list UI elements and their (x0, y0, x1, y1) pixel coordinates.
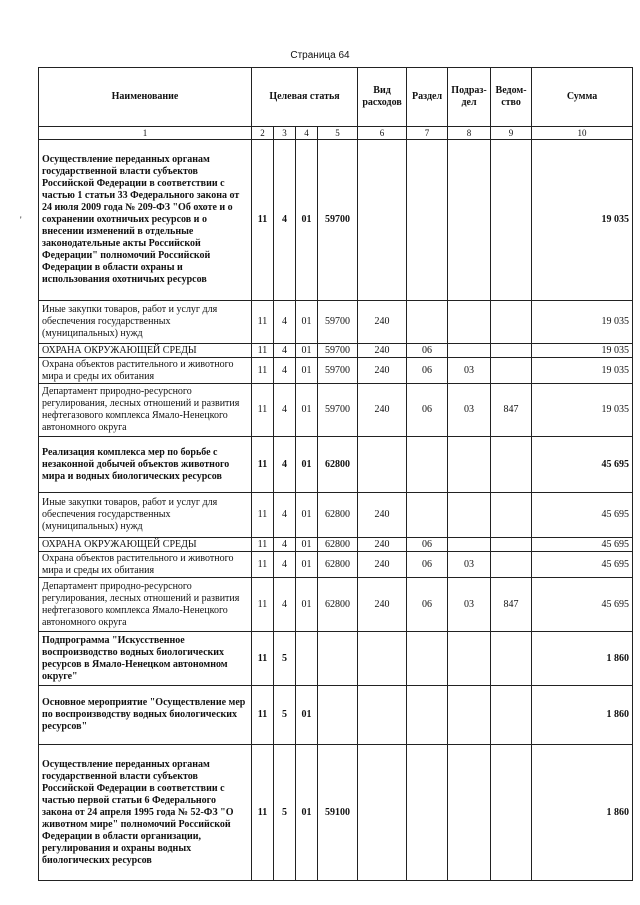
cell-target-4: 59700 (318, 384, 358, 437)
cell-target-4: 59700 (318, 344, 358, 358)
cell-department (491, 140, 532, 301)
cell-department (491, 686, 532, 745)
cell-expense-type: 240 (358, 538, 407, 552)
cell-target-4: 62800 (318, 578, 358, 632)
cell-target-2: 5 (274, 632, 296, 686)
cell-target-3: 01 (296, 578, 318, 632)
table-row (39, 552, 633, 578)
header-department: Ведом-ство (491, 68, 532, 127)
cell-target-3: 01 (296, 344, 318, 358)
column-number: 4 (296, 127, 318, 140)
column-number: 6 (358, 127, 407, 140)
cell-target-2: 4 (274, 437, 296, 493)
cell-target-1: 11 (252, 538, 274, 552)
cell-expense-type (358, 745, 407, 881)
header-subsection: Подраз-дел (448, 68, 491, 127)
cell-target-3: 01 (296, 358, 318, 384)
column-number: 3 (274, 127, 296, 140)
table-row (39, 632, 633, 686)
cell-target-4: 59700 (318, 301, 358, 344)
cell-amount: 19 035 (532, 301, 633, 344)
cell-target-1: 11 (252, 140, 274, 301)
cell-target-3: 01 (296, 538, 318, 552)
cell-subsection: 03 (448, 358, 491, 384)
table-row (39, 578, 633, 632)
cell-section (407, 301, 448, 344)
cell-target-4: 62800 (318, 437, 358, 493)
cell-target-4: 59700 (318, 140, 358, 301)
cell-target-2: 4 (274, 538, 296, 552)
cell-target-1: 11 (252, 344, 274, 358)
cell-subsection: 03 (448, 552, 491, 578)
cell-section (407, 140, 448, 301)
cell-subsection (448, 344, 491, 358)
cell-target-2: 4 (274, 301, 296, 344)
cell-amount: 45 695 (532, 538, 633, 552)
cell-target-4: 62800 (318, 493, 358, 538)
cell-target-2: 4 (274, 493, 296, 538)
cell-expense-type: 240 (358, 578, 407, 632)
cell-section (407, 437, 448, 493)
column-number: 2 (252, 127, 274, 140)
cell-expense-type: 240 (358, 358, 407, 384)
cell-target-2: 4 (274, 358, 296, 384)
row-name: Осуществление переданных органам государственной власти субъектов Российской Федерации в соответствии с частью 1 статьи 33 Федерального закона от 24 июля 2009 года № 209-ФЗ "Об охоте и о сохранении охотничьих ресурсов и о внесении изменений в отдельные законодательные акты Российской Федерации" полномочий Российской Федерации в области охраны и использования охотничьих ресурсов (39, 140, 252, 301)
column-number: 7 (407, 127, 448, 140)
table-row (39, 344, 633, 358)
cell-target-3: 01 (296, 686, 318, 745)
row-name: Иные закупки товаров, работ и услуг для обеспечения государственных (муниципальных) нужд (39, 493, 252, 538)
cell-department (491, 437, 532, 493)
cell-target-3: 01 (296, 493, 318, 538)
column-number: 10 (532, 127, 633, 140)
row-name: Иные закупки товаров, работ и услуг для обеспечения государственных (муниципальных) нужд (39, 301, 252, 344)
column-number-row (39, 127, 633, 140)
cell-section: 06 (407, 344, 448, 358)
cell-target-3: 01 (296, 437, 318, 493)
budget-table (38, 67, 633, 881)
cell-target-2: 4 (274, 140, 296, 301)
cell-expense-type: 240 (358, 493, 407, 538)
cell-section (407, 632, 448, 686)
cell-target-1: 11 (252, 686, 274, 745)
row-name: Департамент природно-ресурсного регулирования, лесных отношений и развития нефтегазового комплекса Ямало-Ненецкого автономного округа (39, 384, 252, 437)
cell-department (491, 493, 532, 538)
row-name: Охрана объектов растительного и животного мира и среды их обитания (39, 358, 252, 384)
cell-department (491, 301, 532, 344)
cell-department (491, 344, 532, 358)
column-number: 5 (318, 127, 358, 140)
cell-target-4 (318, 632, 358, 686)
cell-section: 06 (407, 358, 448, 384)
table-row (39, 140, 633, 301)
table-row (39, 301, 633, 344)
cell-section (407, 493, 448, 538)
table-row (39, 384, 633, 437)
cell-department (491, 632, 532, 686)
cell-amount: 45 695 (532, 437, 633, 493)
cell-subsection (448, 686, 491, 745)
table-row (39, 538, 633, 552)
cell-target-3: 01 (296, 384, 318, 437)
header-section: Раздел (407, 68, 448, 127)
table-row (39, 493, 633, 538)
header-amount: Сумма (532, 68, 633, 127)
header-target-article: Целевая статья (252, 68, 358, 127)
cell-subsection (448, 493, 491, 538)
cell-department: 847 (491, 578, 532, 632)
cell-section (407, 745, 448, 881)
cell-target-4 (318, 686, 358, 745)
row-name: Подпрограмма "Искусственное воспроизводство водных биологических ресурсов в Ямало-Ненецком автономном округе" (39, 632, 252, 686)
cell-expense-type (358, 686, 407, 745)
header-name: Наименование (39, 68, 252, 127)
row-name: Осуществление переданных органам государственной власти субъектов Российской Федерации в соответствии с частью первой статьи 6 Федерального закона от 24 апреля 1995 года № 52-ФЗ "О животном мире" полномочий Российской Федерации в области организации, регулирования и охраны водных биологических ресурсов (39, 745, 252, 881)
cell-target-2: 4 (274, 578, 296, 632)
cell-section (407, 686, 448, 745)
cell-target-1: 11 (252, 358, 274, 384)
cell-expense-type: 240 (358, 384, 407, 437)
cell-section: 06 (407, 384, 448, 437)
cell-expense-type (358, 140, 407, 301)
cell-department (491, 538, 532, 552)
cell-department (491, 358, 532, 384)
row-name: Реализация комплекса мер по борьбе с незаконной добычей объектов животного мира и водных биологических ресурсов (39, 437, 252, 493)
cell-target-3: 01 (296, 301, 318, 344)
cell-target-3: 01 (296, 140, 318, 301)
cell-section: 06 (407, 538, 448, 552)
row-name: Основное мероприятие "Осуществление мер по воспроизводству водных биологических ресурсов" (39, 686, 252, 745)
cell-amount: 1 860 (532, 632, 633, 686)
cell-expense-type: 240 (358, 344, 407, 358)
cell-department: 847 (491, 384, 532, 437)
cell-subsection (448, 437, 491, 493)
table-row (39, 437, 633, 493)
cell-target-4: 62800 (318, 552, 358, 578)
header-row (39, 68, 633, 127)
cell-amount: 19 035 (532, 140, 633, 301)
cell-subsection (448, 538, 491, 552)
cell-subsection (448, 140, 491, 301)
cell-amount: 45 695 (532, 552, 633, 578)
row-name: Охрана объектов растительного и животного мира и среды их обитания (39, 552, 252, 578)
cell-subsection (448, 632, 491, 686)
cell-target-2: 4 (274, 552, 296, 578)
table-row (39, 686, 633, 745)
cell-target-2: 5 (274, 686, 296, 745)
cell-department (491, 745, 532, 881)
cell-section: 06 (407, 552, 448, 578)
cell-amount: 45 695 (532, 493, 633, 538)
cell-subsection: 03 (448, 578, 491, 632)
cell-expense-type (358, 437, 407, 493)
column-number: 1 (39, 127, 252, 140)
cell-target-1: 11 (252, 384, 274, 437)
page-number: Страница 64 (290, 50, 350, 61)
cell-target-1: 11 (252, 552, 274, 578)
cell-amount: 1 860 (532, 686, 633, 745)
cell-target-4: 59700 (318, 358, 358, 384)
cell-target-1: 11 (252, 632, 274, 686)
table-row (39, 745, 633, 881)
cell-target-3 (296, 632, 318, 686)
table-row (39, 358, 633, 384)
cell-expense-type: 240 (358, 301, 407, 344)
cell-section: 06 (407, 578, 448, 632)
cell-amount: 19 035 (532, 384, 633, 437)
column-number: 8 (448, 127, 491, 140)
scan-mark: ' (20, 215, 22, 225)
cell-target-2: 5 (274, 745, 296, 881)
cell-amount: 19 035 (532, 358, 633, 384)
header-expense-type: Вид расходов (358, 68, 407, 127)
cell-amount: 19 035 (532, 344, 633, 358)
cell-subsection (448, 745, 491, 881)
cell-target-4: 62800 (318, 538, 358, 552)
cell-subsection: 03 (448, 384, 491, 437)
row-name: ОХРАНА ОКРУЖАЮЩЕЙ СРЕДЫ (39, 538, 252, 552)
cell-target-1: 11 (252, 301, 274, 344)
cell-target-3: 01 (296, 552, 318, 578)
cell-amount: 1 860 (532, 745, 633, 881)
cell-subsection (448, 301, 491, 344)
cell-target-2: 4 (274, 344, 296, 358)
cell-amount: 45 695 (532, 578, 633, 632)
cell-target-2: 4 (274, 384, 296, 437)
row-name: ОХРАНА ОКРУЖАЮЩЕЙ СРЕДЫ (39, 344, 252, 358)
cell-target-1: 11 (252, 578, 274, 632)
cell-target-1: 11 (252, 745, 274, 881)
cell-department (491, 552, 532, 578)
cell-target-4: 59100 (318, 745, 358, 881)
cell-target-3: 01 (296, 745, 318, 881)
column-number: 9 (491, 127, 532, 140)
cell-target-1: 11 (252, 437, 274, 493)
cell-target-1: 11 (252, 493, 274, 538)
cell-expense-type (358, 632, 407, 686)
cell-expense-type: 240 (358, 552, 407, 578)
row-name: Департамент природно-ресурсного регулирования, лесных отношений и развития нефтегазового комплекса Ямало-Ненецкого автономного округа (39, 578, 252, 632)
